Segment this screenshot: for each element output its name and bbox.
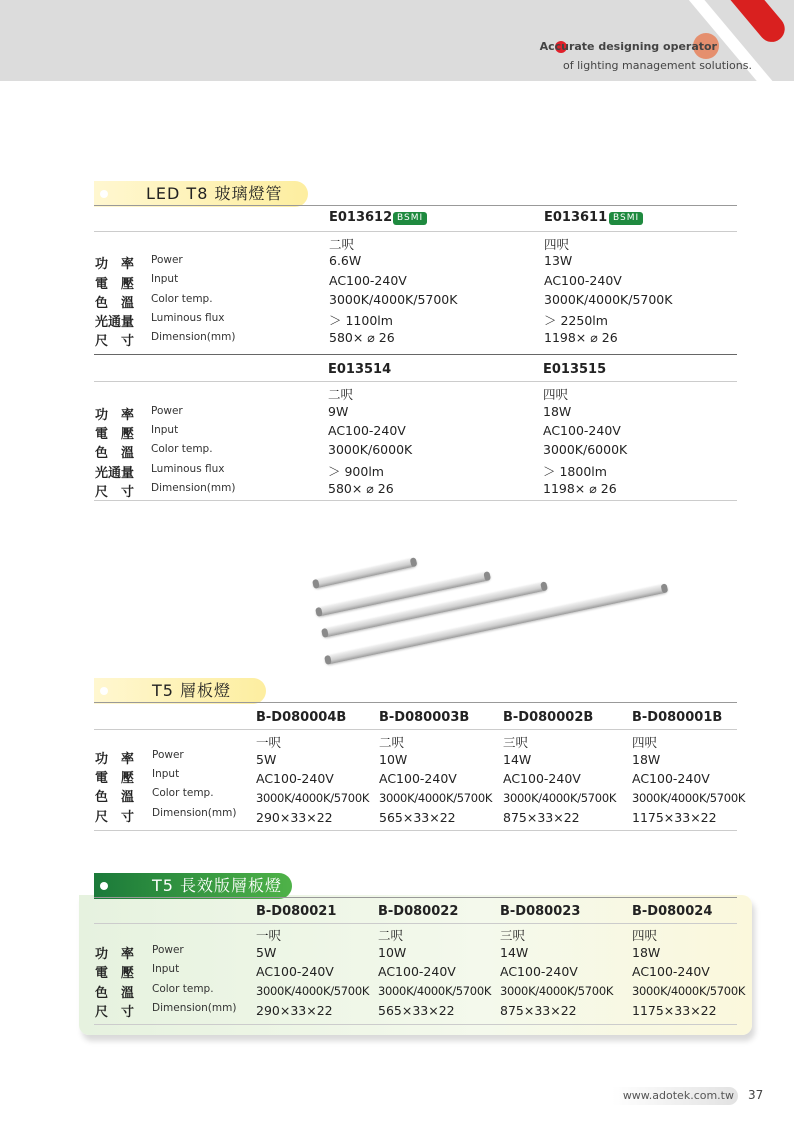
label-color-zh: 色 溫 [95,790,135,805]
footer-url[interactable]: www.adotek.com.tw [612,1087,738,1105]
product-code: B-D080003B [379,710,470,725]
divider [94,231,737,232]
bsmi-badge: BSMI [609,212,643,225]
section2-title-bar [94,678,266,704]
label-color-zh: 色 溫 [95,446,135,461]
section1-title-bar [94,181,308,207]
flux-value: ＞ 1100lm [329,313,393,328]
label-dim-en: Dimension(mm) [151,482,236,494]
label-color-en: Color temp. [151,443,213,455]
tagline-line1: Accurate designing operator [539,40,717,53]
bsmi-badge: BSMI [393,212,427,225]
input-value: AC100-240V [544,273,622,288]
bullet-icon [100,882,108,890]
label-input-en: Input [151,273,179,285]
label-power-en: Power [152,944,184,956]
power-value: 5W [256,945,277,960]
label-color-en: Color temp. [152,787,214,799]
input-value: AC100-240V [329,273,407,288]
power-value: 5W [256,752,277,767]
product-code: B-D080022 [378,904,459,919]
dimension-value: 565×33×22 [379,810,456,825]
product-code: E013514 [328,362,392,377]
label-input-zh: 電 壓 [95,277,135,292]
product-code: E013612 [329,210,393,225]
dimension-value: 580× ⌀ 26 [329,330,395,345]
dimension-value: 1175×33×22 [632,1003,717,1018]
label-dim-zh: 尺 寸 [95,810,135,825]
label-input-en: Input [151,424,179,436]
length-value: 四呎 [632,928,658,943]
color-value: 3000K/4000K/5700K [632,791,746,805]
divider [94,897,737,898]
product-code: E013611 [544,210,608,225]
label-dim-zh: 尺 寸 [95,485,135,500]
label-input-zh: 電 壓 [95,771,135,786]
divider [94,702,737,703]
dimension-value: 565×33×22 [378,1003,455,1018]
input-value: AC100-240V [378,964,456,979]
power-value: 10W [378,945,407,960]
length-value: 四呎 [544,237,570,252]
color-value: 3000K/6000K [543,442,628,457]
length-value: 二呎 [329,237,355,252]
tube-image [312,557,417,589]
label-input-en: Input [152,768,180,780]
length-value: 四呎 [632,735,658,750]
power-value: 6.6W [329,253,362,268]
label-input-zh: 電 壓 [95,427,135,442]
power-value: 14W [503,752,532,767]
label-dim-en: Dimension(mm) [152,1002,237,1014]
dimension-value: 290×33×22 [256,1003,333,1018]
input-value: AC100-240V [500,964,578,979]
divider [94,923,737,924]
color-value: 3000K/4000K/5700K [379,791,493,805]
label-flux-en: Luminous flux [151,463,225,475]
section2-title: T5 層板燈 [152,681,232,700]
label-color-zh: 色 溫 [95,296,135,311]
dimension-value: 875×33×22 [500,1003,577,1018]
dimension-value: 580× ⌀ 26 [328,481,394,496]
power-value: 10W [379,752,408,767]
length-value: 三呎 [500,928,526,943]
label-color-en: Color temp. [152,983,214,995]
page-header [0,0,794,81]
section1-title: LED T8 玻璃燈管 [146,184,283,203]
dimension-value: 1198× ⌀ 26 [544,330,618,345]
bullet-icon [100,687,108,695]
power-value: 9W [328,404,349,419]
length-value: 四呎 [543,387,569,402]
color-value: 3000K/4000K/5700K [632,984,746,998]
product-code: E013515 [543,362,607,377]
input-value: AC100-240V [632,964,710,979]
tagline-line2: of lighting management solutions. [563,59,752,72]
product-code: B-D080001B [632,710,723,725]
label-flux-zh: 光通量 [95,466,135,481]
length-value: 二呎 [328,387,354,402]
length-value: 一呎 [256,928,282,943]
label-power-zh: 功 率 [95,408,135,423]
input-value: AC100-240V [632,771,710,786]
input-value: AC100-240V [503,771,581,786]
bullet-icon [100,190,108,198]
power-value: 14W [500,945,529,960]
product-code: B-D080024 [632,904,713,919]
label-power-zh: 功 率 [95,257,135,272]
color-value: 3000K/4000K/5700K [500,984,614,998]
label-dim-zh: 尺 寸 [95,334,135,349]
flux-value: ＞ 1800lm [543,464,607,479]
divider [94,381,737,382]
input-value: AC100-240V [256,771,334,786]
label-color-en: Color temp. [151,293,213,305]
label-power-en: Power [151,405,183,417]
section3-title-bar [94,873,292,899]
divider [94,500,737,501]
label-power-zh: 功 率 [95,947,135,962]
input-value: AC100-240V [379,771,457,786]
power-value: 18W [632,752,661,767]
power-value: 18W [543,404,572,419]
dimension-value: 875×33×22 [503,810,580,825]
color-value: 3000K/4000K/5700K [256,791,370,805]
length-value: 一呎 [256,735,282,750]
label-power-en: Power [151,254,183,266]
label-power-zh: 功 率 [95,752,135,767]
product-code: B-D080004B [256,710,347,725]
dimension-value: 1175×33×22 [632,810,717,825]
divider [94,1024,737,1025]
color-value: 3000K/4000K/5700K [503,791,617,805]
length-value: 三呎 [503,735,529,750]
dimension-value: 1198× ⌀ 26 [543,481,617,496]
label-color-zh: 色 溫 [95,986,135,1001]
label-power-en: Power [152,749,184,761]
input-value: AC100-240V [256,964,334,979]
input-value: AC100-240V [543,423,621,438]
color-value: 3000K/4000K/5700K [378,984,492,998]
divider [94,729,737,730]
label-dim-zh: 尺 寸 [95,1005,135,1020]
color-value: 3000K/6000K [328,442,413,457]
label-flux-en: Luminous flux [151,312,225,324]
product-code: B-D080002B [503,710,594,725]
label-dim-en: Dimension(mm) [151,331,236,343]
label-input-en: Input [152,963,180,975]
flux-value: ＞ 2250lm [544,313,608,328]
product-code: B-D080023 [500,904,581,919]
label-dim-en: Dimension(mm) [152,807,237,819]
divider [94,354,737,355]
power-value: 18W [632,945,661,960]
dimension-value: 290×33×22 [256,810,333,825]
divider [94,830,737,831]
length-value: 二呎 [379,735,405,750]
page-number: 37 [748,1088,764,1102]
label-flux-zh: 光通量 [95,315,135,330]
color-value: 3000K/4000K/5700K [544,292,673,307]
label-input-zh: 電 壓 [95,966,135,981]
divider [94,205,737,206]
input-value: AC100-240V [328,423,406,438]
section3-title: T5 長效版層板燈 [152,876,283,895]
color-value: 3000K/4000K/5700K [329,292,458,307]
power-value: 13W [544,253,573,268]
color-value: 3000K/4000K/5700K [256,984,370,998]
product-code: B-D080021 [256,904,337,919]
length-value: 二呎 [378,928,404,943]
flux-value: ＞ 900lm [328,464,384,479]
